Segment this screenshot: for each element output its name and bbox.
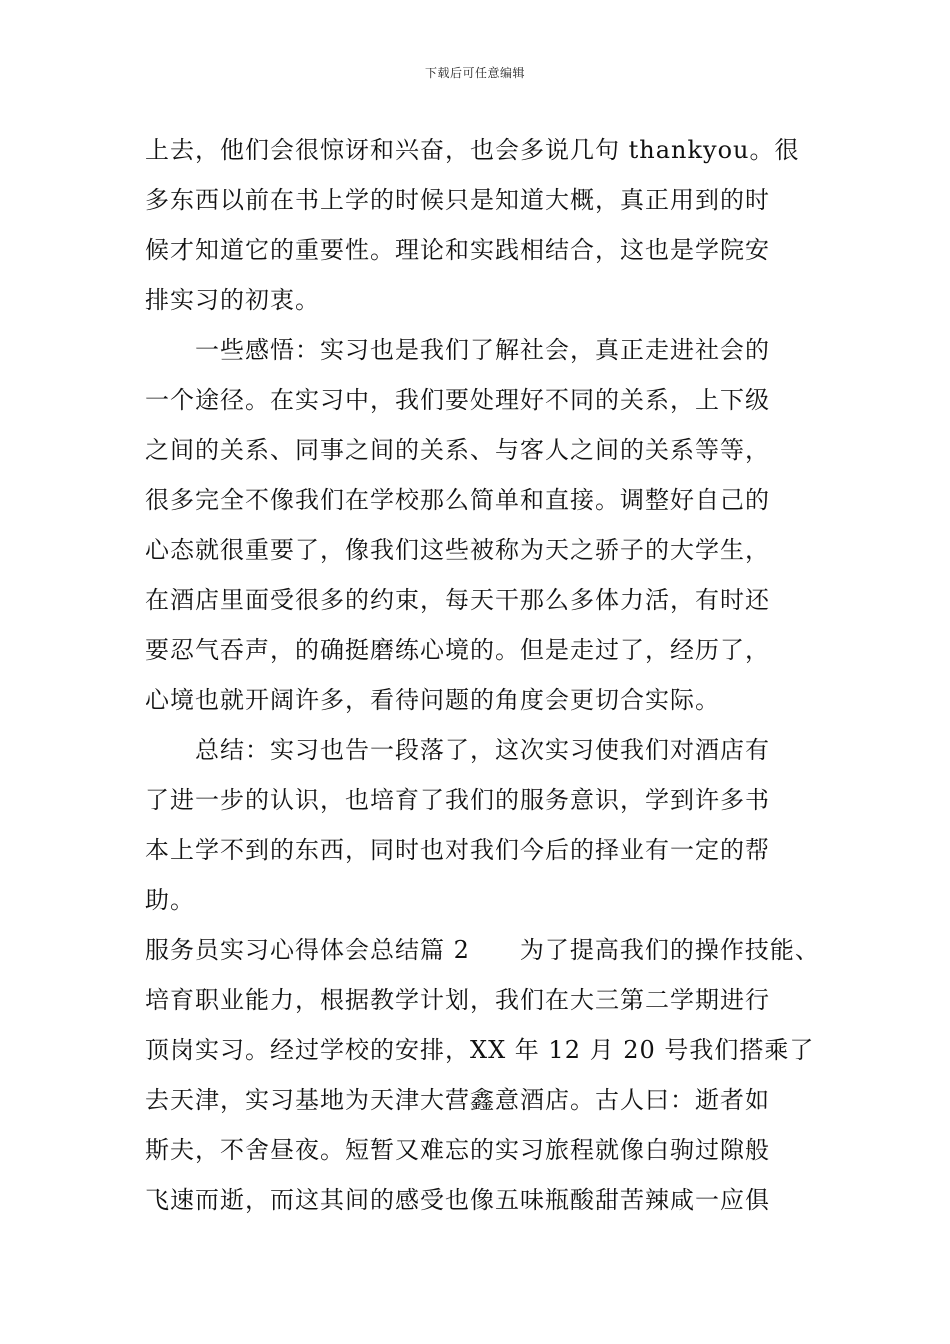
text-line: 上去，他们会很惊讶和兴奋，也会多说几句 thankyou。很 (145, 136, 800, 164)
text-line: 候才知道它的重要性。理论和实践相结合，这也是学院安 (145, 236, 770, 264)
text-line: 多东西以前在书上学的时候只是知道大概，真正用到的时 (145, 186, 770, 214)
text-line: 助。 (145, 886, 195, 914)
text-line: 心境也就开阔许多，看待问题的角度会更切合实际。 (145, 686, 720, 714)
text-line: 一个途径。在实习中，我们要处理好不同的关系，上下级 (145, 386, 770, 414)
text-line: 去天津，实习基地为天津大营鑫意酒店。古人曰：逝者如 (145, 1086, 770, 1114)
text-line: 一些感悟：实习也是我们了解社会，真正走进社会的 (145, 336, 770, 364)
text-line: 之间的关系、同事之间的关系、与客人之间的关系等等， (145, 436, 770, 464)
text-line: 很多完全不像我们在学校那么简单和直接。调整好自己的 (145, 486, 770, 514)
text-line: 了进一步的认识，也培育了我们的服务意识，学到许多书 (145, 786, 770, 814)
text-line: 总结：实习也告一段落了，这次实习使我们对酒店有 (145, 736, 770, 764)
text-line: 培育职业能力，根据教学计划，我们在大三第二学期进行 (145, 986, 770, 1014)
text-line: 飞速而逝，而这其间的感受也像五味瓶酸甜苦辣咸一应俱 (145, 1186, 770, 1214)
section-heading-line: 服务员实习心得体会总结篇 2 为了提高我们的操作技能、 (145, 936, 820, 964)
text-line: 在酒店里面受很多的约束，每天干那么多体力活，有时还 (145, 586, 770, 614)
page-header: 下载后可任意编辑 (424, 66, 525, 80)
text-line: 心态就很重要了，像我们这些被称为天之骄子的大学生， (145, 536, 770, 564)
text-line: 本上学不到的东西，同时也对我们今后的择业有一定的帮 (145, 836, 770, 864)
text-line: 要忍气吞声，的确挺磨练心境的。但是走过了，经历了， (145, 636, 770, 664)
text-line: 斯夫，不舍昼夜。短暂又难忘的实习旅程就像白驹过隙般 (145, 1136, 770, 1164)
text-line: 排实习的初衷。 (145, 286, 320, 314)
text-line: 顶岗实习。经过学校的安排，XX 年 12 月 20 号我们搭乘了 (145, 1036, 815, 1064)
